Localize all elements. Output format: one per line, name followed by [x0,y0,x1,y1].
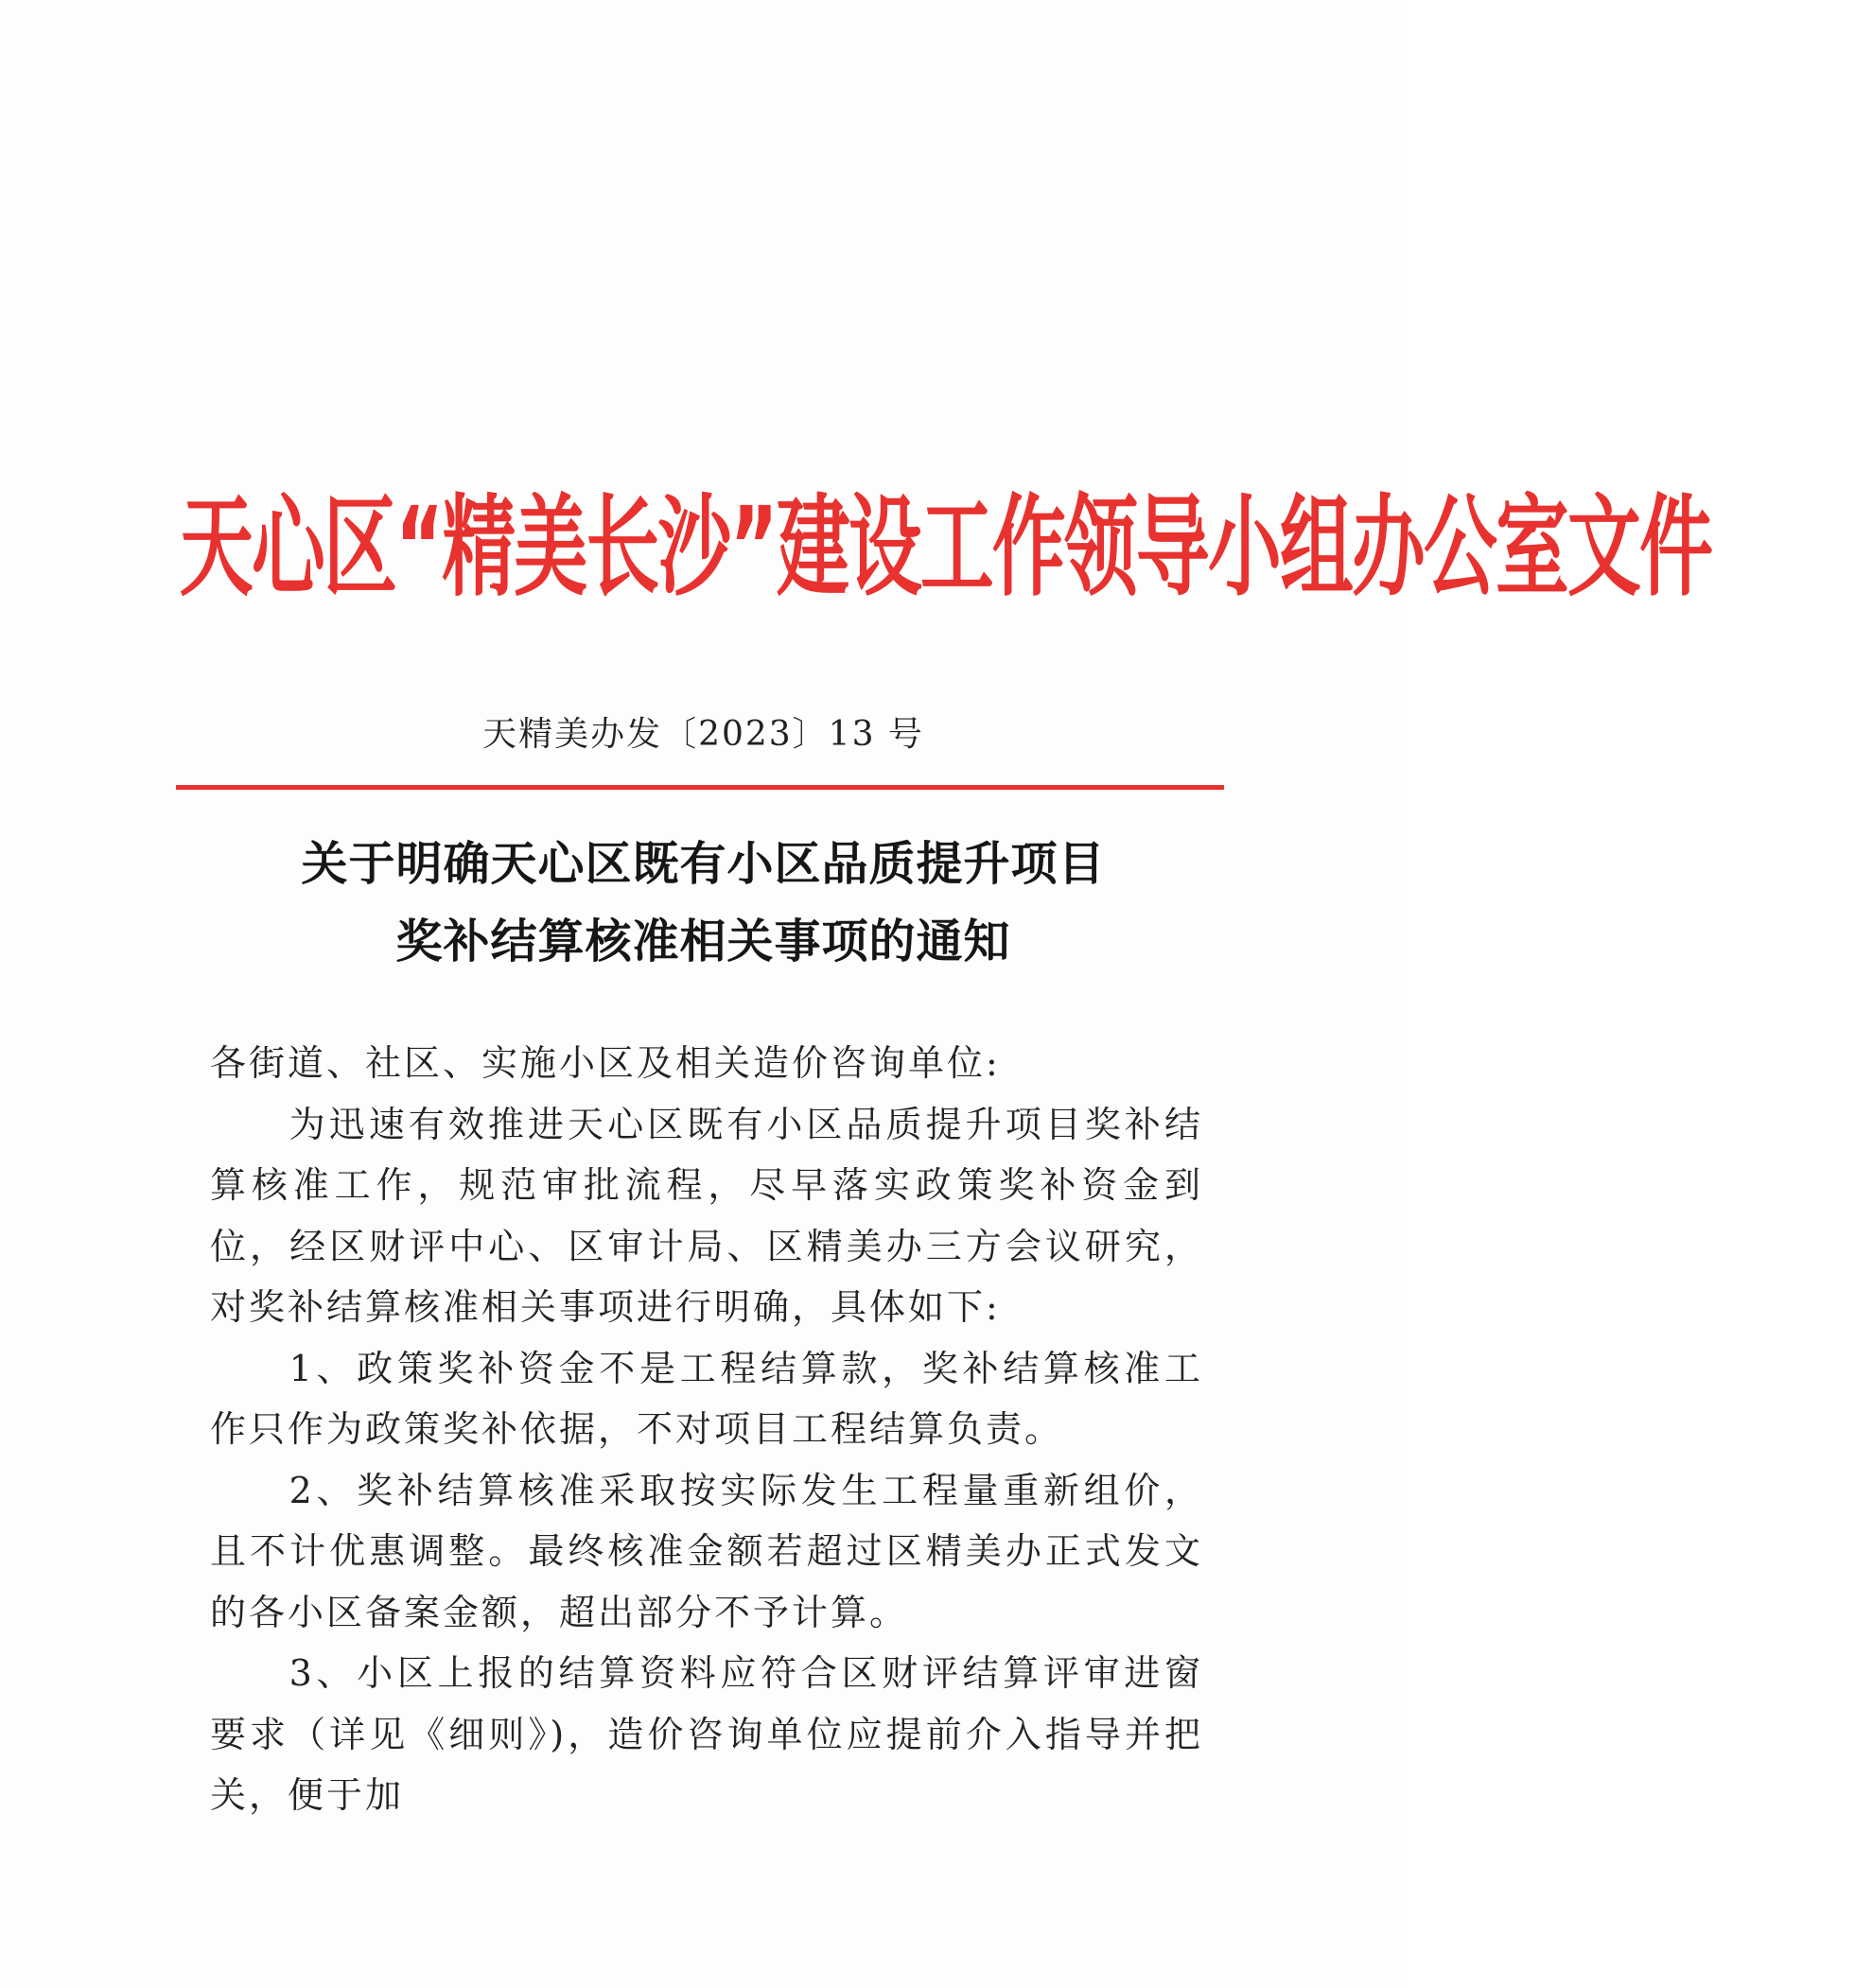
notice-body [210,1033,1203,1826]
item-1-paragraph: 1、政策奖补资金不是工程结算款，奖补结算核准工作只作为政策奖补依据，不对项目工程结算负责。 [210,1347,1203,1450]
notice-title-line-2: 奖补结算核准相关事项的通知 [395,914,1011,968]
notice-title [0,825,1407,980]
salutation: 各街道、社区、实施小区及相关造价咨询单位: [210,1042,1001,1084]
masthead-title [180,452,1712,644]
notice-title-line-1: 关于明确天心区既有小区品质提升项目 [301,836,1106,891]
red-divider-line [176,785,1224,790]
item-3-paragraph: 3、小区上报的结算资料应符合区财评结算评审进窗要求（详见《细则》)，造价咨询单位应提前介入指导并把关，便于加 [210,1652,1203,1816]
document-number: 天精美办发〔2023〕13 号 [482,715,924,754]
item-2-paragraph: 2、奖补结算核准采取按实际发生工程量重新组价，且不计优惠调整。最终核准金额若超过区精美办正式发文的各小区备案金额，超出部分不予计算。 [210,1469,1203,1633]
intro-paragraph: 为迅速有效推进天心区既有小区品质提升项目奖补结算核准工作，规范审批流程，尽早落实政策奖补资金到位，经区财评中心、区审计局、区精美办三方会议研究，对奖补结算核准相关事项进行明确，具体如下: [210,1103,1203,1328]
masthead-text: 天心区“精美长沙”建设工作领导小组办公室文件 [180,483,1712,612]
